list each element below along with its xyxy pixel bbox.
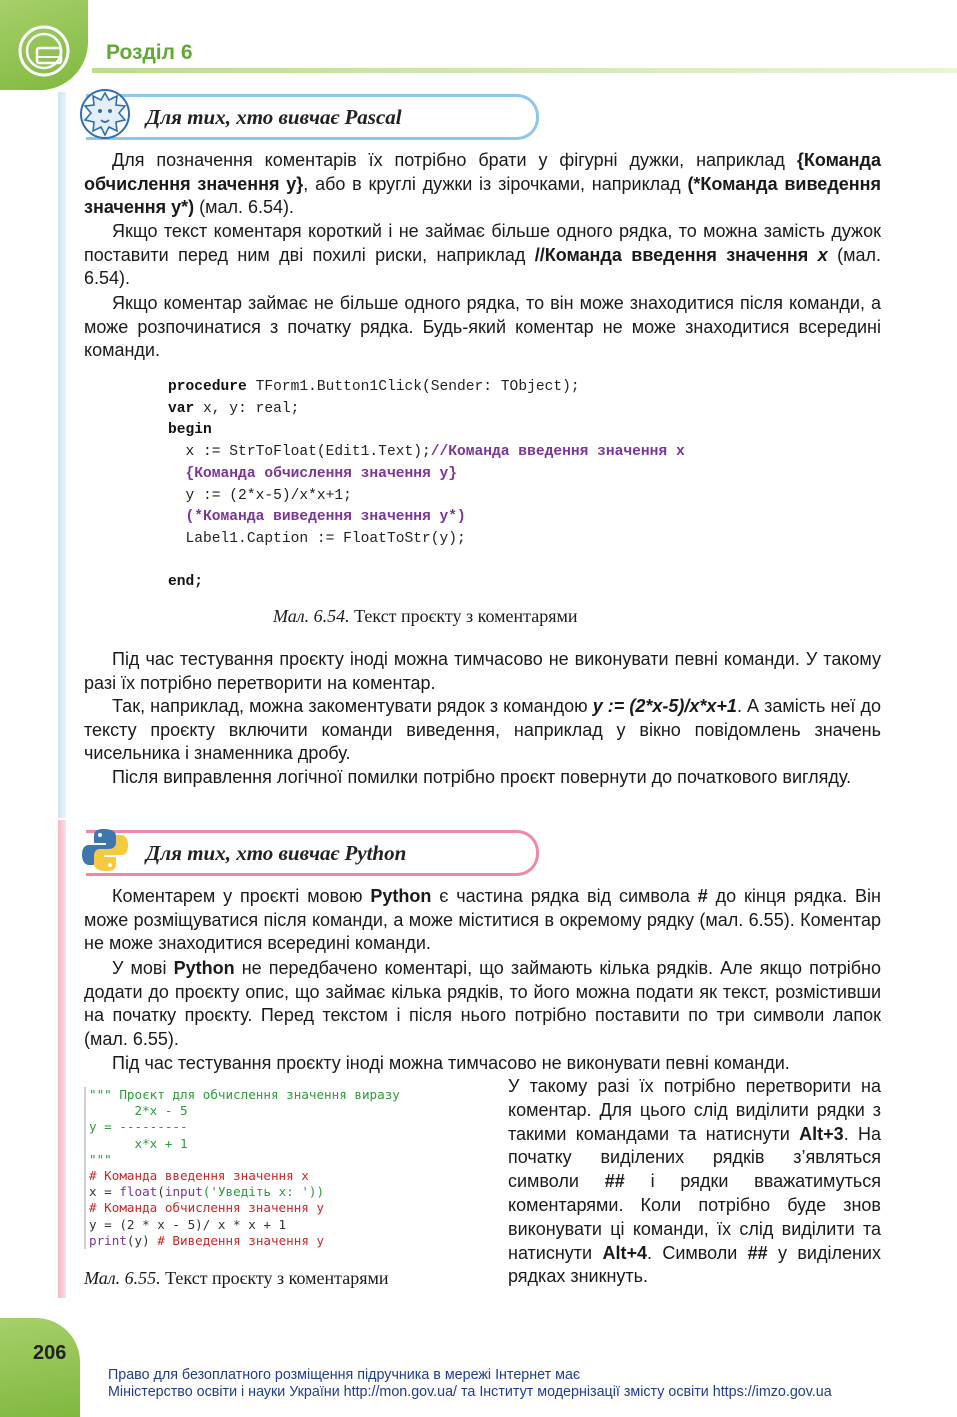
figure-6-55-caption: Мал. 6.55. Текст проєкту з коментарями xyxy=(84,1268,389,1288)
python-paragraph-3: Під час тестування проєкту іноді можна тимчасово не виконувати певні команди. xyxy=(112,1053,790,1073)
pascal-heading xyxy=(86,94,539,140)
chapter-divider xyxy=(92,68,957,73)
emphasis-text: Alt+3 xyxy=(799,1123,844,1144)
emphasis-text: (*Команда виведення значення у*) xyxy=(84,173,881,218)
emphasis-text: y := (2*x-5)/x*x+1 xyxy=(592,696,737,716)
emphasis-text: {Команда обчислення значення у} xyxy=(84,150,881,194)
python-paragraph-3-continued: У такому разі їх потрібно перетворити на коментар. Для цього слід виділити рядки з такими командами та натиснути Alt+3. На початку виділених рядків з’являться символи ## і рядки вважатимуться коментарями. Коли потрібно буде знов виконувати ці команди, їх слід виділити та натиснути Alt+4. Символи ## у виділених рядках зникнуть. xyxy=(508,1076,882,1287)
python-logo-icon xyxy=(78,823,132,877)
computer-icon xyxy=(17,24,71,78)
emphasis-text: # xyxy=(697,886,708,906)
emphasis-text: Python xyxy=(173,958,235,978)
copyright-footer xyxy=(108,1367,832,1400)
python-heading xyxy=(86,830,539,876)
chapter-title: Розділ 6 xyxy=(106,41,193,64)
pascal-code-listing: procedure TForm1.Button1Click(Sender: TObject); var x, y: real; begin x := StrToFloat(Edit1.Text);//Команда введення значення x {Команда обчислення значення у} y := (2*x-5)/x*x+1; (*Команда виведення значення у*) Label1.Caption := FloatToStr(y); end; xyxy=(168,379,685,591)
pascal-paragraph-1: Для позначення коментарів їх потрібно брати у фігурні дужки, наприклад {Команда обчислення значення у}, або в круглі дужки із зірочками, наприклад (*Команда виведення значення у*) (мал. 6.54). xyxy=(84,150,881,218)
emphasis-text: x xyxy=(817,244,828,265)
python-section-stripe xyxy=(58,820,66,1298)
emphasis-text: Alt+4 xyxy=(602,1242,647,1263)
python-paragraph-2: У мові Python не передбачено коментарі, що займають кілька рядків. Але якщо потрібно додати до проєкту опис, що займає кілька рядків, то його можна подати як текст, розмістивши на початку проєкту. Перед текстом і після нього потрібно поставити по три символи лапок (мал. 6.55). xyxy=(84,958,881,1049)
emphasis-text: ## xyxy=(604,1171,625,1192)
pascal-heading-text: Для тих, хто вивчає Pascal xyxy=(146,105,402,129)
footer-line-1: Право для безоплатного розміщення підручника в мережі Інтернет має xyxy=(108,1367,581,1383)
pascal-paragraph-4: Під час тестування проєкту іноді можна тимчасово не виконувати певні команди. У такому разі їх потрібно перетворити на коментар. xyxy=(84,649,881,693)
figure-6-54-caption: Мал. 6.54. Текст проєкту з коментарями xyxy=(273,606,578,626)
page-number: 206 xyxy=(33,1342,67,1364)
pascal-paragraph-6: Після виправлення логічної помилки потрібно проєкт повернути до початкового вигляду. xyxy=(112,767,852,787)
pascal-paragraph-5: Так, наприклад, можна закоментувати рядок з командою y := (2*x-5)/x*x+1. А замість неї до тексту проєкту включити команди виведення, наприклад у вікно повідомлень значень чисельника і знаменника дробу. xyxy=(84,696,881,764)
footer-line-2: Міністерство освіти і науки України http://mon.gov.ua/ та Інститут модернізації змісту освіти https://imzo.gov.ua xyxy=(108,1383,832,1400)
emphasis-text: ## xyxy=(747,1242,768,1263)
page-number-tab xyxy=(0,1318,80,1417)
python-heading-text: Для тих, хто вивчає Python xyxy=(146,841,407,865)
emphasis-text: Python xyxy=(370,886,432,906)
pascal-paragraph-2: Якщо текст коментаря короткий і не займає більше одного рядка, то можна замість дужок поставити перед ним дві похилі риски, наприклад //Команда введення значення x (мал. 6.54). xyxy=(84,221,881,289)
pascal-paragraph-3: Якщо коментар займає не більше одного рядка, то він може знаходитися після команди, а може розпочинатися з початку рядка. Будь-який коментар не може знаходитися всередині команди. xyxy=(84,293,881,361)
pascal-lion-icon xyxy=(78,87,132,141)
pascal-section-stripe xyxy=(58,92,66,818)
python-paragraph-1: Коментарем у проєкті мовою Python є частина рядка від символа # до кінця рядка. Він може розміщуватися після команди, а може міститися в окремому рядку (мал. 6.55). Коментар не може знаходитися всередині команди. xyxy=(84,886,881,954)
emphasis-text: //Команда введення значення xyxy=(534,244,818,265)
python-code-listing: """ Проєкт для обчислення значення виразу 2*x - 5 y = --------- x*x + 1 """ # Команда введення значення x x = float(input('Уведіть x: ')) # Команда обчислення значення у y = (2 * x - 5)/ x * x + 1 print(y) # Виведення значення у xyxy=(84,1087,499,1249)
